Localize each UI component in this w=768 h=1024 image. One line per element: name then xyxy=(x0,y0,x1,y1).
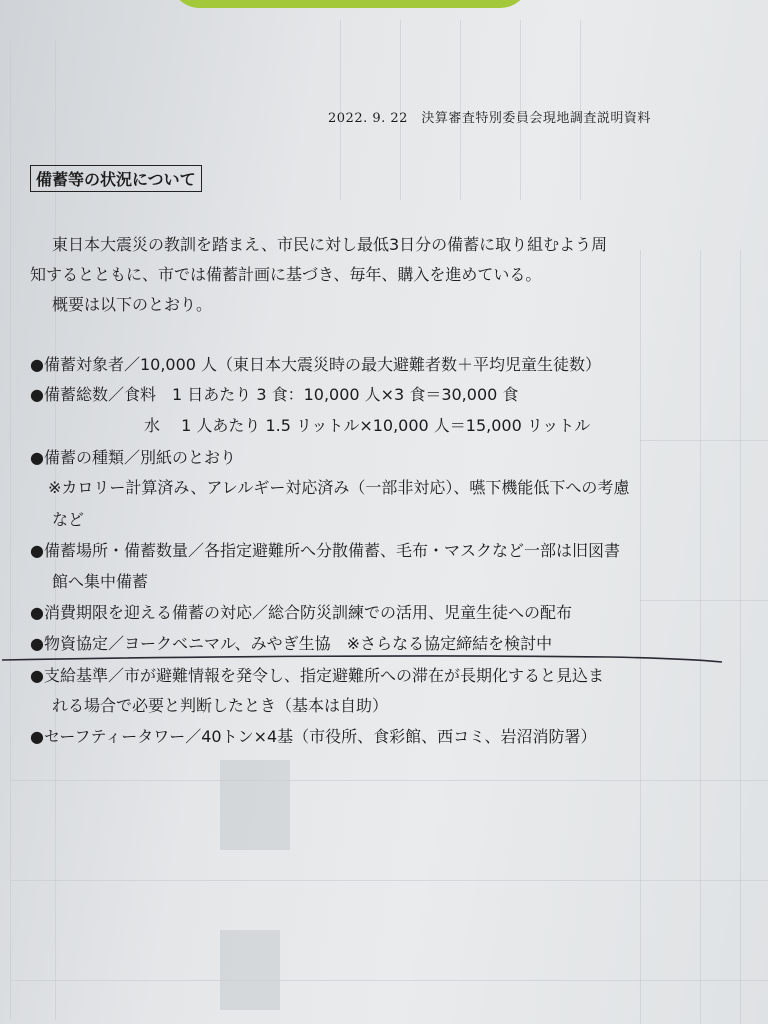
list-note: ※カロリー計算済み、アレルギー対応済み（一部非対応）、嚥下機能低下への考慮 xyxy=(48,478,630,497)
section-heading: 備蓄等の状況について xyxy=(30,165,202,192)
list-item: ●セーフティータワー／40トン×4基（市役所、食彩館、西コミ、岩沼消防署） xyxy=(30,727,597,746)
list-note: など xyxy=(52,510,85,529)
list-item: ●備蓄の種類／別紙のとおり xyxy=(30,448,236,467)
list-item: 館へ集中備蓄 xyxy=(52,572,149,591)
list-item: ●物資協定／ヨークベニマル、みやぎ生協 ※さらなる協定締結を検討中 xyxy=(30,634,553,653)
list-item: ●消費期限を迎える備蓄の対応／総合防災訓練での活用、児童生徒への配布 xyxy=(30,603,572,622)
intro-line: 東日本大震災の教訓を踏まえ、市民に対し最低3日分の備蓄に取り組むよう周 xyxy=(52,235,608,254)
document-meta: 2022. 9. 22 決算審査特別委員会現地調査説明資料 xyxy=(328,111,651,126)
list-item: 水 1 人あたり 1.5 リットル×10,000 人＝15,000 リットル xyxy=(144,416,591,435)
list-item: ●備蓄対象者／10,000 人（東日本大震災時の最大避難者数＋平均児童生徒数） xyxy=(30,355,602,374)
intro-line: 概要は以下のとおり。 xyxy=(52,295,213,314)
list-item: ●備蓄場所・備蓄数量／各指定避難所へ分散備蓄、毛布・マスクなど一部は旧図書 xyxy=(30,541,620,560)
intro-line: 知するとともに、市では備蓄計画に基づき、毎年、購入を進めている。 xyxy=(30,265,542,284)
list-item: れる場合で必要と判断したとき（基本は自助） xyxy=(52,696,389,715)
list-item: ●備蓄総数／食料 1 日あたり 3 食：10,000 人×3 食＝30,000 食 xyxy=(30,385,519,404)
list-item: ●支給基準／市が避難情報を発令し、指定避難所への滞在が長期化すると見込ま xyxy=(30,666,604,685)
